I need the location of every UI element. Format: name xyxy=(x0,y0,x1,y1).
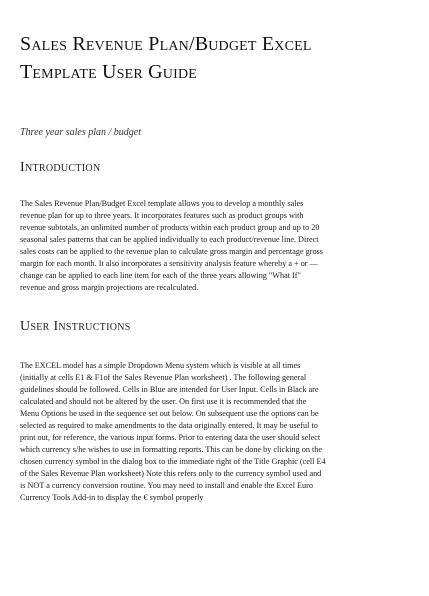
paragraph-line: revenue and gross margin projections are recalculated. xyxy=(20,283,199,292)
paragraph-line: guidelines should be followed. Cells in Blue are intended for User Input. Cells in Black are xyxy=(20,385,319,394)
paragraph-line: which currency s/he wishes to use in formatting reports. This can be done by clicking on the xyxy=(20,445,323,454)
paragraph-line: is NOT a currency conversion routine. You may need to install and enable the Excel Euro xyxy=(20,481,313,490)
document-subtitle: Three year sales plan / budget xyxy=(20,127,142,138)
paragraph-line: Menu Options be used in the sequence set out below. On subsequent use the options can be xyxy=(20,409,319,418)
paragraph-line: chosen currency symbol in the dialog box to the immediate right of the Title Graphic (cell E4 xyxy=(20,457,326,466)
section-heading-user-instructions: User Instructions xyxy=(20,319,131,334)
section-heading-introduction: Introduction xyxy=(20,160,101,175)
user-instructions-paragraph xyxy=(20,360,415,504)
paragraph-line: sales costs can be applied to the revenue plan to calculate gross margin and percentage gross xyxy=(20,247,323,256)
paragraph-line: print out, for reference, the various input forms. Prior to entering data the user should select xyxy=(20,433,321,442)
paragraph-line: seasonal sales patterns that can be applied individually to each product/revenue line. Direct xyxy=(20,235,319,244)
paragraph-line: calculated and should not be altered by the user. On first use it is recommended that the xyxy=(20,397,307,406)
paragraph-line: margin for each month. It also incorporates a sensitivity analysis feature whereby a + or — xyxy=(20,259,318,268)
paragraph-line: Currency Tools Add-in to display the € symbol properly xyxy=(20,493,204,502)
introduction-paragraph xyxy=(20,198,415,294)
paragraph-line: change can be applied to each line item for each of the three years allowing "What If" xyxy=(20,271,301,280)
paragraph-line: The EXCEL model has a simple Dropdown Menu system which is visible at all times xyxy=(20,361,301,370)
paragraph-line: revenue subtotals, an unlimited number of products within each product group and up to 20 xyxy=(20,223,320,232)
title-line: Sales Revenue Plan/Budget Excel xyxy=(20,33,312,55)
paragraph-line: The Sales Revenue Plan/Budget Excel template allows you to develop a monthly sales xyxy=(20,199,304,208)
title-line: Template User Guide xyxy=(20,61,198,83)
document-title xyxy=(20,30,415,86)
paragraph-line: selected as required to make amendments to the data originally entered. It may be useful to xyxy=(20,421,318,430)
paragraph-line: (initially at cells E1 & F1of the Sales Revenue Plan worksheet) . The following general xyxy=(20,373,307,382)
paragraph-line: revenue plan for up to three years. It incorporates features such as product groups with xyxy=(20,211,304,220)
paragraph-line: of the Sales Revenue Plan worksheet) Note this refers only to the currency symbol used and xyxy=(20,469,322,478)
